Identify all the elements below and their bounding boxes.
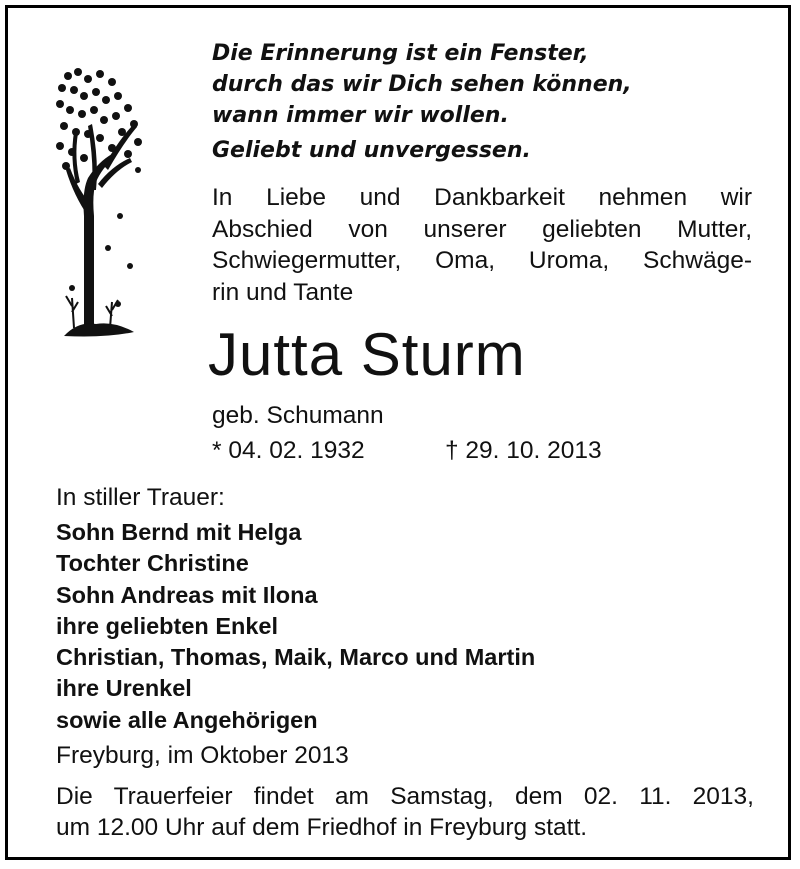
mourner-entry: sowie alle Angehörigen	[56, 706, 318, 733]
service-line: um 12.00 Uhr auf dem Friedhof in Freyburg statt.	[56, 814, 588, 841]
mourner-entry: ihre Urenkel	[56, 675, 192, 702]
mourner-entry: Tochter Christine	[56, 550, 249, 577]
mourners-list	[56, 517, 535, 736]
place-date: Freyburg, im Oktober 2013	[56, 742, 349, 769]
mourner-entry: ihre geliebten Enkel	[56, 612, 279, 639]
mourner-entry: Sohn Bernd mit Helga	[56, 519, 302, 545]
intro-line: rin und Tante	[212, 278, 354, 306]
quote-line: wann immer wir wollen.	[212, 103, 509, 128]
intro-line: Schwiegermutter, Oma, Uroma, Schwäge-	[212, 247, 752, 274]
mourner-entry: Christian, Thomas, Maik, Marco und Martin	[56, 644, 536, 671]
funeral-service-info	[56, 781, 754, 843]
mourner-entry: Sohn Andreas mit Ilona	[56, 581, 318, 608]
quote-line: durch das wir Dich sehen können,	[212, 72, 632, 97]
birth-date: * 04. 02. 1932	[212, 437, 365, 464]
deceased-name: Jutta Sturm	[208, 321, 526, 388]
death-date: † 29. 10. 2013	[445, 437, 602, 464]
intro-line: Abschied von unserer geliebten Mutter,	[212, 215, 752, 243]
quote-closing: Geliebt und unvergessen.	[212, 138, 531, 163]
intro-line: In Liebe und Dankbarkeit nehmen wir	[212, 184, 752, 211]
memorial-quote	[212, 38, 632, 131]
obituary-notice	[5, 5, 791, 860]
mourners-heading: In stiller Trauer:	[56, 484, 225, 511]
tree-icon	[54, 66, 144, 341]
quote-line: Die Erinnerung ist ein Fenster,	[212, 41, 589, 66]
service-line: Die Trauerfeier findet am Samstag, dem 02. 11. 2013,	[56, 783, 754, 810]
birth-name: geb. Schumann	[212, 402, 384, 429]
intro-text	[212, 182, 752, 308]
